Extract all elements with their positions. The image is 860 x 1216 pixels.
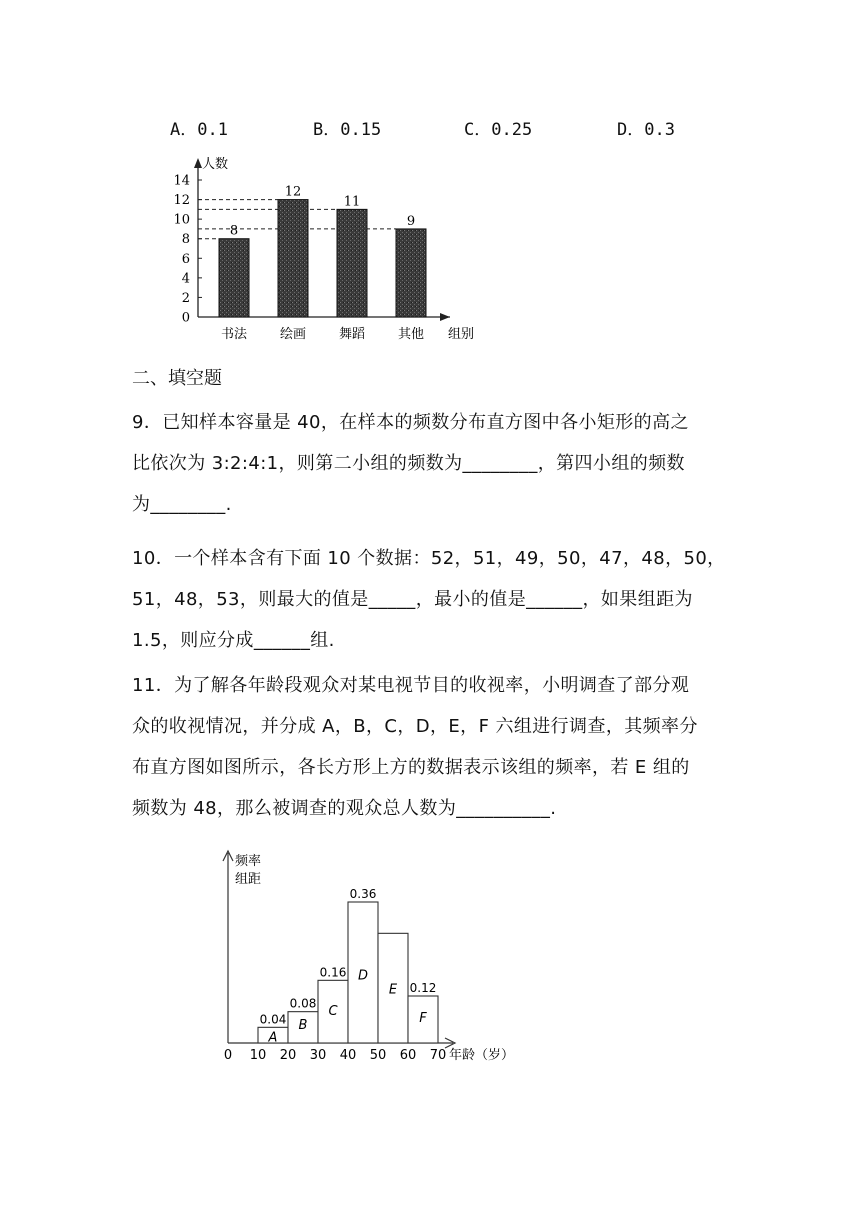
bin-frequency-label: 0.08 bbox=[289, 996, 317, 1011]
y-axis-arrow bbox=[194, 158, 202, 168]
bar-value-label: 12 bbox=[284, 184, 302, 200]
x-axis-title: 组别 bbox=[448, 327, 475, 342]
bar-舞蹈 bbox=[337, 209, 367, 317]
y-tick-label: 12 bbox=[173, 193, 190, 209]
question-10 bbox=[132, 538, 732, 661]
q9-line-1: 9．已知样本容量是 40，在样本的频数分布直方图中各小矩形的高之 bbox=[132, 412, 689, 433]
bar-书法 bbox=[219, 239, 249, 317]
bin-letter-label: E bbox=[388, 982, 398, 998]
bin-letter-label: D bbox=[357, 968, 369, 984]
q10-line-2: 51，48，53，则最大的值是_____，最小的值是______，如果组距为 bbox=[132, 589, 693, 610]
category-label: 书法 bbox=[220, 327, 248, 342]
y-axis-title: 人数 bbox=[202, 157, 229, 172]
bar-绘画 bbox=[278, 200, 308, 317]
bin-letter-label: C bbox=[328, 1003, 338, 1019]
bar-value-label: 9 bbox=[406, 213, 416, 229]
category-label: 舞蹈 bbox=[338, 327, 366, 342]
interest-group-bar-chart bbox=[160, 150, 490, 350]
bin-frequency-label: 0.36 bbox=[349, 887, 377, 901]
x-tick-label: 50 bbox=[369, 1048, 387, 1063]
q11-line-3: 布直方图如图所示，各长方形上方的数据表示该组的频率，若 E 组的 bbox=[132, 757, 690, 778]
bin-frequency-label: 0.16 bbox=[319, 965, 347, 980]
y-axis-title-bottom: 组距 bbox=[235, 872, 262, 887]
age-frequency-histogram bbox=[215, 845, 535, 1075]
x-tick-label: 60 bbox=[399, 1048, 417, 1063]
x-tick-label: 10 bbox=[249, 1048, 267, 1063]
x-axis-title: 年龄（岁） bbox=[449, 1048, 515, 1063]
category-label: 其他 bbox=[397, 327, 425, 342]
q10-line-3: 1.5，则应分成______组. bbox=[132, 630, 335, 651]
bin-letter-label: F bbox=[419, 1010, 427, 1026]
y-tick-label: 4 bbox=[181, 271, 190, 287]
option-c[interactable]: C．0.25 bbox=[464, 120, 533, 140]
bar-其他 bbox=[396, 229, 426, 317]
q9-line-2: 比依次为 3:2:4:1，则第二小组的频数为________，第四小组的频数 bbox=[132, 453, 685, 474]
y-tick-label: 10 bbox=[173, 212, 190, 228]
option-d[interactable]: D．0.3 bbox=[617, 120, 675, 140]
q10-line-1: 10．一个样本含有下面 10 个数据：52，51，49，50，47，48，50， bbox=[132, 548, 726, 569]
bar-value-label: 8 bbox=[229, 223, 239, 239]
bin-frequency-label: 0.04 bbox=[259, 1012, 287, 1027]
y-tick-label: 2 bbox=[181, 290, 190, 306]
question-11 bbox=[132, 665, 732, 829]
y-tick-label: 0 bbox=[181, 310, 190, 326]
x-tick-label: 70 bbox=[429, 1048, 447, 1063]
q11-line-1: 11．为了解各年龄段观众对某电视节目的收视率，小明调查了部分观 bbox=[132, 675, 690, 696]
x-tick-label: 20 bbox=[279, 1048, 297, 1063]
y-axis-title-top: 频率 bbox=[235, 854, 262, 869]
bar-value-label: 11 bbox=[343, 194, 361, 210]
answer-options bbox=[170, 115, 730, 141]
x-axis-arrow bbox=[440, 313, 450, 321]
x-tick-label: 30 bbox=[309, 1048, 327, 1063]
option-a[interactable]: A．0.1 bbox=[170, 120, 228, 140]
x-tick-label: 0 bbox=[223, 1048, 233, 1063]
bin-frequency-label: 0.12 bbox=[409, 981, 437, 995]
q11-line-4: 频数为 48，那么被调查的观众总人数为__________. bbox=[132, 798, 557, 819]
option-b[interactable]: B．0.15 bbox=[313, 120, 382, 140]
y-tick-label: 14 bbox=[173, 173, 190, 189]
section-title: 二、填空题 bbox=[132, 368, 222, 389]
y-tick-label: 6 bbox=[181, 251, 190, 267]
q11-line-2: 众的收视情况，并分成 A，B，C，D，E，F 六组进行调查，其频率分 bbox=[132, 716, 698, 737]
category-label: 绘画 bbox=[279, 327, 307, 342]
question-9 bbox=[132, 402, 732, 525]
bin-letter-label: A bbox=[268, 1030, 278, 1046]
y-tick-label: 8 bbox=[181, 232, 190, 248]
x-tick-label: 40 bbox=[339, 1048, 357, 1063]
bin-letter-label: B bbox=[298, 1017, 308, 1033]
q9-line-3: 为________. bbox=[132, 494, 232, 515]
